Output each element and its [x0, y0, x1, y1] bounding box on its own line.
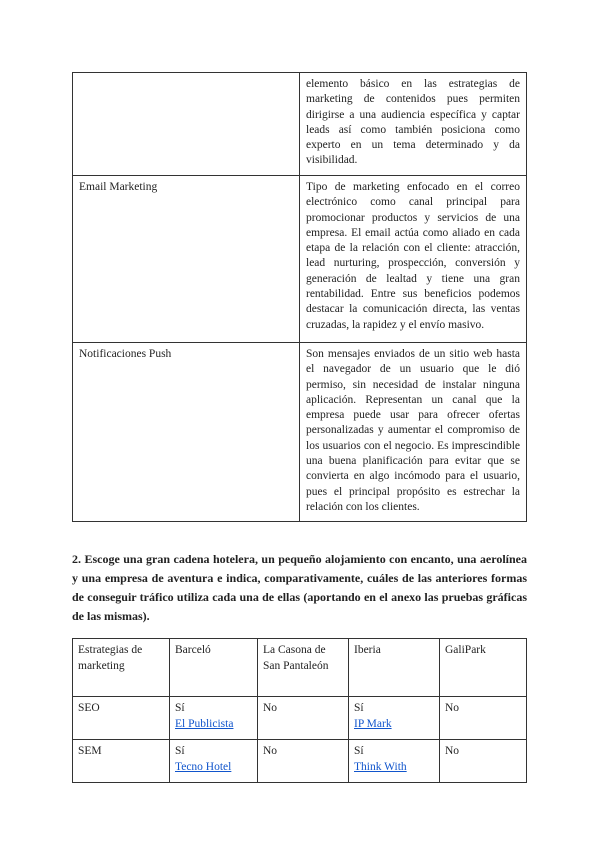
table-row	[73, 343, 527, 522]
galipark-cell: No	[440, 697, 527, 740]
strategy-description-cell: Tipo de marketing enfocado en el correo electrónico como canal principal para promocionar productos y servicios de una empresa. El email actúa como aliado en cada etapa de la relación con el cliente: atracción, lead nurturing, prospección, conversión y generación de lealtad y tiene una gran rentabilidad. Entre sus beneficios podemos destacar la comunicación directa, las ventas cruzadas, la rapidez y el envío masivo.	[300, 176, 527, 343]
header-cell: Iberia	[349, 639, 440, 697]
value-text: Sí	[354, 745, 364, 757]
tecno-hotel-link[interactable]: Tecno Hotel	[175, 760, 232, 773]
galipark-cell: No	[440, 740, 527, 783]
strategy-name-cell: Email Marketing	[73, 176, 300, 343]
header-cell: Estrategias de marketing	[73, 639, 170, 697]
header-cell: Barceló	[170, 639, 258, 697]
table-row	[73, 73, 527, 176]
barcelo-cell	[170, 697, 258, 740]
table-header-row	[73, 639, 527, 697]
strategy-description-cell: Son mensajes enviados de un sitio web hasta el navegador de un usuario que le dió permiso, sin necesidad de instalar ninguna aplicación. Representan un canal que la empresa puede usar para ofrecer ofertas personalizadas y aumentar el compromiso de los usuarios con el negocio. Es imprescindible una buena planificación para evitar que se convierta en algo incómodo para el usuario, pues el principal propósito es estrechar la relación con los clientes.	[300, 343, 527, 522]
el-publicista-link[interactable]: El Publicista	[175, 717, 234, 730]
casona-cell: No	[258, 740, 349, 783]
table-row	[73, 697, 527, 740]
iberia-cell	[349, 697, 440, 740]
strategy-description-cell: elemento básico en las estrategias de marketing de contenidos pues permiten dirigirse a una audiencia específica y captar leads así como también posiciona como experto en un tema determinado y da visibilidad.	[300, 73, 527, 176]
value-text: Sí	[175, 702, 185, 714]
strategy-name-cell: Notificaciones Push	[73, 343, 300, 522]
ip-mark-link[interactable]: IP Mark	[354, 717, 392, 730]
question-heading: 2. Escoge una gran cadena hotelera, un pequeño alojamiento con encanto, una aerolínea y una empresa de aventura e indica, comparativamente, cuáles de las anteriores formas de conseguir tráfico utiliza cada una de ellas (aportando en el anexo las pruebas gráficas de las mismas).	[72, 552, 527, 623]
marketing-definitions-table	[72, 72, 527, 522]
strategy-cell: SEM	[73, 740, 170, 783]
value-text: Sí	[354, 702, 364, 714]
think-with-link[interactable]: Think With	[354, 760, 407, 773]
strategy-name-cell	[73, 73, 300, 176]
comparison-table	[72, 638, 527, 783]
table-row	[73, 176, 527, 343]
header-cell: GaliPark	[440, 639, 527, 697]
iberia-cell	[349, 740, 440, 783]
barcelo-cell	[170, 740, 258, 783]
casona-cell: No	[258, 697, 349, 740]
strategy-cell: SEO	[73, 697, 170, 740]
value-text: Sí	[175, 745, 185, 757]
header-cell: La Casona de San Pantaleón	[258, 639, 349, 697]
table-row	[73, 740, 527, 783]
